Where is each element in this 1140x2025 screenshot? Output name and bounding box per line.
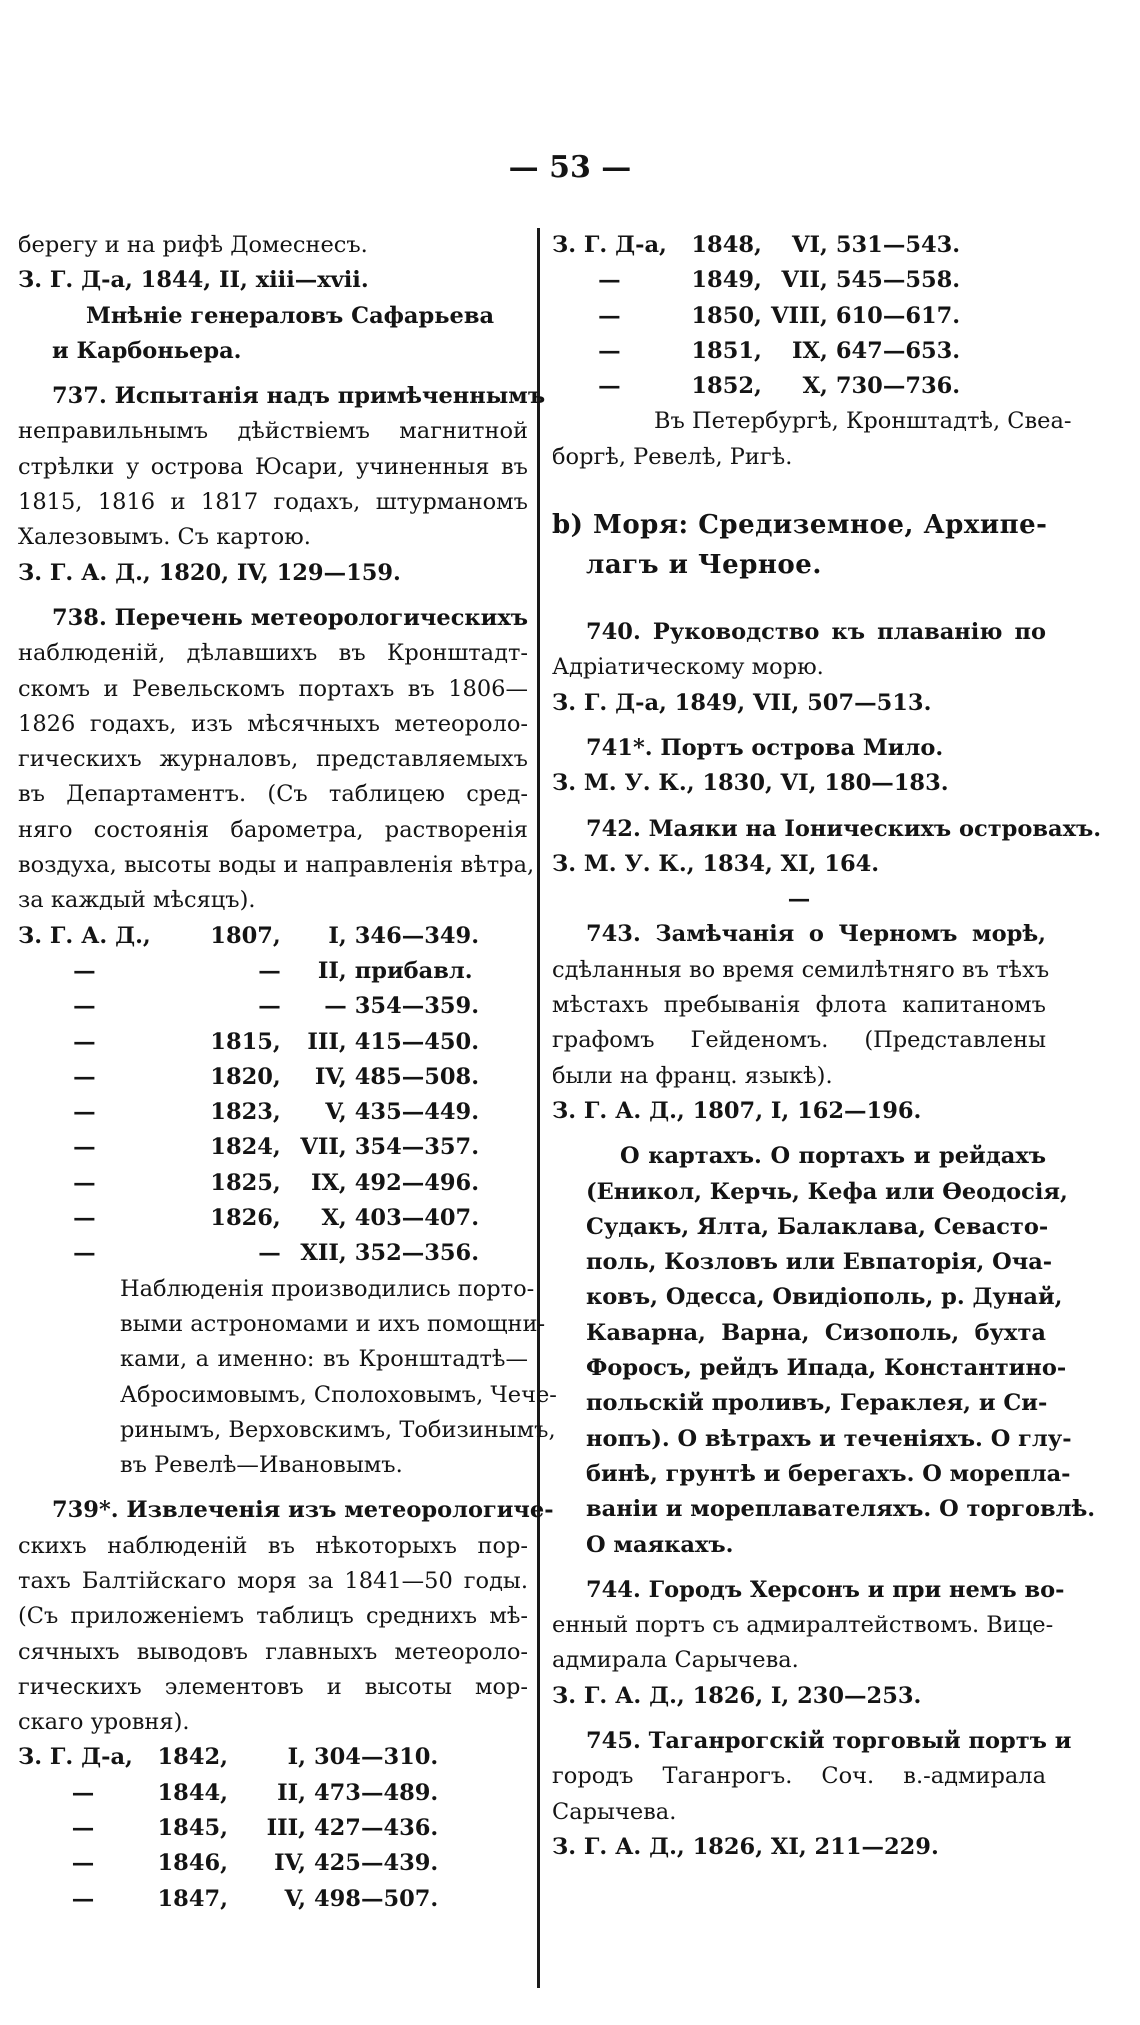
entry-title: 744. Городъ Херсонъ и при немъ во-	[586, 1576, 1065, 1603]
citation-row	[552, 334, 1046, 369]
journal: —	[73, 1028, 96, 1055]
note-line: ваніи и мореплавателяхъ. О торговлѣ.	[586, 1496, 1096, 1523]
year: —	[258, 1240, 281, 1267]
note-line: и Карбоньера.	[52, 337, 242, 364]
volume: I,	[287, 1744, 306, 1771]
text-line: Сарычева.	[552, 1798, 677, 1825]
text-line: за каждый мѣсяцъ).	[18, 887, 256, 914]
journal: —	[73, 957, 96, 984]
citation-line: З. Г. Д-а, 1844, II, xiii—xvii.	[18, 267, 369, 294]
text-line: 1815, 1816 и 1817 годахъ, штурманомъ	[18, 489, 528, 516]
note-line: польскій проливъ, Гераклея, и Си-	[586, 1390, 1048, 1417]
citation-row	[552, 369, 1046, 404]
journal: —	[73, 993, 96, 1020]
text-line: Халезовымъ. Съ картою.	[18, 524, 311, 551]
citation-row	[552, 228, 1046, 263]
year: 1850,	[691, 302, 762, 329]
year: 1842,	[157, 1744, 228, 1771]
journal: —	[71, 1850, 95, 1877]
entry-743	[552, 917, 1096, 1562]
note-line: бинѣ, грунтѣ и берегахъ. О морепла-	[586, 1460, 1071, 1487]
citation-line: З. Г. Д-а, 1849, VII, 507—513.	[552, 689, 932, 716]
text-line: скихъ наблюденій въ нѣкоторыхъ пор-	[18, 1532, 528, 1559]
citation-row	[18, 1740, 528, 1775]
pages: 730—736.	[835, 373, 961, 400]
section-heading: b) Моря: Средиземное, Архипе-	[552, 510, 1048, 541]
year: 1820,	[210, 1063, 281, 1090]
note-line: Каварна, Варна, Сизополь, бухта	[586, 1319, 1046, 1346]
volume: II,	[277, 1779, 306, 1806]
year: 1825,	[210, 1169, 281, 1196]
note-line: ковъ, Одесса, Овидіополь, р. Дунай,	[586, 1284, 1063, 1311]
text-line: сячныхъ выводовъ главныхъ метеороло-	[18, 1638, 528, 1665]
text-line: гическихъ журналовъ, представляемыхъ	[18, 746, 528, 773]
entry-title: 739*. Извлеченія изъ метеорологиче-	[52, 1497, 554, 1524]
citation-line: З. М. У. К., 1834, XI, 164.	[552, 850, 880, 877]
text-line: скомъ и Ревельскомъ портахъ въ 1806—	[18, 675, 528, 702]
note-line: Наблюденія производились порто-	[120, 1275, 535, 1302]
pages: 346—349.	[354, 922, 480, 949]
pages: 485—508.	[354, 1063, 480, 1090]
text-line: мѣстахъ пребыванія флота капитаномъ	[552, 992, 1046, 1019]
note-line: въ Ревелѣ—Ивановымъ.	[120, 1452, 403, 1479]
section-heading: лагъ и Черное.	[586, 550, 822, 581]
volume: X,	[321, 1205, 347, 1232]
citation-line: З. М. У. К., 1830, VI, 180—183.	[552, 770, 949, 797]
citation-row	[552, 299, 1046, 334]
left-column	[18, 228, 557, 1917]
pages: 435—449.	[354, 1099, 480, 1126]
citation-row	[18, 919, 528, 954]
journal: —	[71, 1779, 95, 1806]
pages: 403—407.	[354, 1205, 480, 1232]
text-line: няго состоянія барометра, растворенія	[18, 816, 528, 843]
text-line: енный портъ съ адмиралтействомъ. Вице-	[552, 1612, 1054, 1639]
pages: 415—450.	[354, 1028, 480, 1055]
note-line: Абросимовымъ, Сполоховымъ, Чече-	[120, 1381, 557, 1408]
pages: 498—507.	[314, 1885, 439, 1912]
journal: З. Г. Д-а,	[18, 1744, 133, 1771]
citation-line: З. Г. А. Д., 1826, XI, 211—229.	[552, 1833, 939, 1860]
journal: —	[598, 337, 621, 364]
text-line: тахъ Балтійскаго моря за 1841—50 годы.	[18, 1567, 528, 1594]
text-line: 1826 годахъ, изъ мѣсячныхъ метеороло-	[18, 710, 528, 737]
text-line: графомъ Гейденомъ. (Представлены	[552, 1027, 1046, 1054]
citation-row	[18, 989, 528, 1024]
text-line: въ Департаментъ. (Съ таблицею сред-	[18, 781, 528, 808]
citation-table	[552, 228, 1046, 404]
citation-row	[18, 1236, 528, 1271]
pages: 352—356.	[354, 1240, 480, 1267]
journal: —	[73, 1240, 96, 1267]
pages: 473—489.	[314, 1779, 439, 1806]
year: 1847,	[157, 1885, 228, 1912]
note-line: выми астрономами и ихъ помощни-	[120, 1310, 546, 1337]
entry-title: 741*. Портъ острова Мило.	[586, 734, 944, 761]
journal: З. Г. Д-а,	[552, 232, 667, 258]
volume: IV,	[274, 1850, 306, 1877]
note-line: Форосъ, рейдъ Ипада, Константино-	[586, 1355, 1067, 1382]
citation-row	[18, 1201, 528, 1236]
entry-736-continuation	[18, 228, 528, 369]
volume: —	[324, 993, 347, 1020]
entry-739	[18, 1493, 554, 1917]
year: 1852,	[691, 373, 762, 400]
journal: —	[73, 1063, 96, 1090]
note-line: боргѣ, Ревелѣ, Ригѣ.	[552, 443, 793, 470]
citation-table	[18, 1740, 528, 1916]
text-line: неправильнымъ дѣйствіемъ магнитной	[18, 418, 528, 445]
text-line: гическихъ элементовъ и высоты мор-	[18, 1673, 528, 1700]
year: 1844,	[157, 1779, 228, 1806]
volume: IV,	[314, 1063, 347, 1090]
entry-745	[552, 1724, 1072, 1865]
entry-737	[18, 379, 546, 591]
note-line: поль, Козловъ или Евпаторія, Оча-	[586, 1249, 1053, 1276]
volume: VII,	[781, 267, 828, 294]
citation-row	[18, 1095, 528, 1130]
pages: 354—357.	[354, 1134, 480, 1161]
journal: —	[73, 1169, 96, 1196]
year: —	[258, 957, 281, 984]
pages: 492—496.	[354, 1169, 480, 1196]
journal: —	[73, 1134, 96, 1161]
column-divider	[537, 228, 540, 1988]
volume: VII,	[300, 1134, 347, 1161]
citation-row	[18, 1025, 528, 1060]
volume: V,	[284, 1885, 306, 1912]
year: 1823,	[210, 1099, 281, 1126]
text-line: были на франц. языкѣ).	[552, 1062, 833, 1089]
text-line: стрѣлки у острова Юсари, учиненныя въ	[18, 453, 528, 480]
entry-title: 742. Маяки на Іоническихъ островахъ.	[586, 815, 1102, 842]
citation-row	[18, 1846, 528, 1881]
volume: XII,	[300, 1240, 347, 1267]
pages: 354—359.	[354, 993, 480, 1020]
pages: 304—310.	[314, 1744, 439, 1771]
pages: 545—558.	[835, 267, 961, 294]
volume: VIII,	[770, 302, 828, 329]
volume: IX,	[310, 1169, 347, 1196]
note-line: (Еникол, Керчь, Кефа или Ѳеодосія,	[586, 1178, 1068, 1205]
citation-row	[18, 1811, 528, 1846]
right-column	[552, 228, 1102, 1865]
separator-dash: —	[787, 886, 811, 913]
entry-title: 745. Таганрогскій торговый портъ и	[586, 1727, 1072, 1754]
entry-title: 740. Руководство къ плаванію по	[586, 619, 1046, 646]
year: 1807,	[210, 922, 281, 949]
volume: III,	[266, 1815, 306, 1842]
citation-row	[552, 263, 1046, 298]
entry-title: 737. Испытанія надъ примѣченнымъ	[52, 383, 546, 410]
citation-line: З. Г. А. Д., 1807, I, 162—196.	[552, 1097, 922, 1124]
journal: —	[598, 267, 621, 294]
journal: —	[73, 1205, 96, 1232]
citation-row	[18, 1776, 528, 1811]
year: 1826,	[210, 1205, 281, 1232]
entry-744	[552, 1573, 1065, 1714]
pages: 610—617.	[835, 302, 961, 329]
entry-740	[552, 615, 1046, 721]
citation-line: З. Г. А. Д., 1820, IV, 129—159.	[18, 559, 401, 586]
text-line: скаго уровня).	[18, 1709, 190, 1736]
citation-line: З. Г. А. Д., 1826, I, 230—253.	[552, 1682, 922, 1709]
text-line: сдѣланныя во время семилѣтняго въ тѣхъ	[552, 956, 1050, 983]
volume: X,	[802, 373, 828, 400]
note-line: Мнѣніе генераловъ Сафарьева	[86, 302, 495, 329]
journal: З. Г. А. Д.,	[18, 922, 151, 949]
year: 1845,	[157, 1815, 228, 1842]
text-line: берегу и на рифѣ Домеснесъ.	[18, 232, 368, 258]
citation-row	[18, 1882, 528, 1917]
text-line: (Съ приложеніемъ таблицъ среднихъ мѣ-	[18, 1603, 528, 1630]
volume: I,	[328, 922, 347, 949]
note-line: О картахъ. О портахъ и рейдахъ	[620, 1143, 1046, 1170]
year: 1815,	[210, 1028, 281, 1055]
year: 1824,	[210, 1134, 281, 1161]
note-line: ринымъ, Верховскимъ, Тобизинымъ,	[120, 1416, 556, 1443]
pages: прибавл.	[354, 957, 473, 984]
entry-title: 743. Замѣчанія о Черномъ морѣ,	[586, 921, 1046, 948]
citation-row	[18, 1166, 528, 1201]
pages: 531—543.	[835, 232, 961, 258]
journal: —	[71, 1885, 95, 1912]
note-line: Судакъ, Ялта, Балаклава, Севасто-	[586, 1213, 1049, 1240]
entry-742	[552, 812, 1102, 883]
year: 1848,	[691, 232, 762, 258]
volume: III,	[307, 1028, 347, 1055]
year: 1846,	[157, 1850, 228, 1877]
citation-row	[18, 1130, 528, 1165]
volume: IX,	[792, 337, 828, 364]
text-line: адмирала Сарычева.	[552, 1647, 799, 1674]
note-line: Въ Петербургѣ, Кронштадтѣ, Свеа-	[654, 408, 1072, 435]
text-line: наблюденій, дѣлавшихъ въ Кронштадт-	[18, 640, 528, 667]
note-line: ками, а именно: въ Кронштадтѣ—	[120, 1346, 528, 1373]
year: 1849,	[691, 267, 762, 294]
pages: 427—436.	[314, 1815, 439, 1842]
citation-row	[18, 1060, 528, 1095]
journal: —	[71, 1815, 95, 1842]
year: —	[258, 993, 281, 1020]
entry-741	[552, 731, 1046, 802]
text-line: Адріатическому морю.	[552, 654, 824, 681]
volume: VI,	[792, 232, 828, 258]
entry-title: 738. Перечень метеорологическихъ	[52, 604, 528, 631]
citation-table	[18, 919, 528, 1272]
pages: 425—439.	[314, 1850, 439, 1877]
text-line: городъ Таганрогъ. Соч. в.-адмирала	[552, 1763, 1046, 1790]
volume: V,	[325, 1099, 347, 1126]
note-line: О маякахъ.	[586, 1531, 734, 1558]
journal: —	[73, 1099, 96, 1126]
journal: —	[598, 302, 621, 329]
journal: —	[598, 373, 621, 400]
text-line: воздуха, высоты воды и направленія вѣтра,	[18, 852, 535, 879]
page-number: — 53 —	[508, 150, 632, 185]
entry-738	[18, 601, 557, 1483]
citation-row	[18, 954, 528, 989]
pages: 647—653.	[835, 337, 961, 364]
note-line: нопъ). О вѣтрахъ и теченіяхъ. О глу-	[586, 1425, 1072, 1452]
volume: II,	[317, 957, 347, 984]
year: 1851,	[691, 337, 762, 364]
